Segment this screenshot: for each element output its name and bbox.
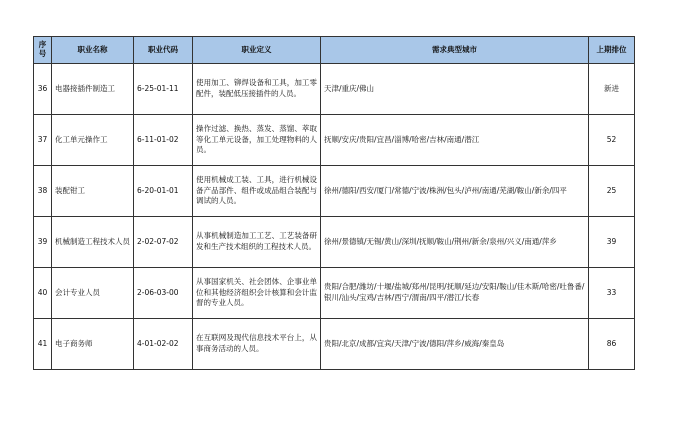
row-occupation-name: 会计专业人员	[52, 268, 134, 319]
row-seq: 38	[34, 166, 52, 217]
row-occupation-code: 6-25-01-11	[134, 64, 193, 115]
table-row	[34, 268, 635, 319]
row-seq: 41	[34, 319, 52, 370]
table-row	[34, 166, 635, 217]
header-previous-rank: 上期排位	[589, 37, 635, 64]
row-occupation-definition: 使用加工、铆焊设备和工具，加工零配件，装配低压接插件的人员。	[193, 64, 321, 115]
table-row	[34, 115, 635, 166]
row-previous-rank: 25	[589, 166, 635, 217]
table-header-row	[34, 37, 635, 64]
row-seq: 36	[34, 64, 52, 115]
row-seq: 37	[34, 115, 52, 166]
row-typical-cities: 徐州/德阳/西安/厦门/常德/宁波/株洲/包头/泸州/南通/芜湖/鞍山/新余/四平	[321, 166, 589, 217]
row-occupation-definition: 操作过滤、换热、蒸发、蒸馏、萃取等化工单元设备，加工处理物料的人员。	[193, 115, 321, 166]
row-occupation-definition: 使用机械成工装、工具，进行机械设备产品部件、组件或成品组合装配与调试的人员。	[193, 166, 321, 217]
row-occupation-name: 装配钳工	[52, 166, 134, 217]
row-occupation-name: 机械制造工程技术人员	[52, 217, 134, 268]
row-previous-rank: 52	[589, 115, 635, 166]
occupation-demand-table	[33, 36, 635, 370]
row-previous-rank: 39	[589, 217, 635, 268]
row-occupation-definition: 从事机械制造加工工艺、工艺装备研发和生产技术组织的工程技术人员。	[193, 217, 321, 268]
header-seq: 序号	[34, 37, 52, 64]
row-seq: 40	[34, 268, 52, 319]
row-typical-cities: 徐州/景德镇/无锡/黄山/深圳/抚顺/鞍山/荆州/新余/泉州/兴义/南通/萍乡	[321, 217, 589, 268]
row-occupation-definition: 在互联网及现代信息技术平台上，从事商务活动的人员。	[193, 319, 321, 370]
row-typical-cities: 贵阳/北京/成都/宜宾/天津/宁波/德阳/萍乡/威海/秦皇岛	[321, 319, 589, 370]
row-typical-cities: 天津/重庆/佛山	[321, 64, 589, 115]
row-typical-cities: 抚顺/安庆/贵阳/宜昌/淄博/哈密/吉林/南通/潜江	[321, 115, 589, 166]
row-occupation-name: 电子商务师	[52, 319, 134, 370]
header-occupation-definition: 职业定义	[193, 37, 321, 64]
row-previous-rank: 33	[589, 268, 635, 319]
row-occupation-name: 化工单元操作工	[52, 115, 134, 166]
row-previous-rank: 86	[589, 319, 635, 370]
header-occupation-code: 职业代码	[134, 37, 193, 64]
row-occupation-name: 电器接插件制造工	[52, 64, 134, 115]
row-occupation-code: 6-20-01-01	[134, 166, 193, 217]
table-row	[34, 64, 635, 115]
row-occupation-code: 4-01-02-02	[134, 319, 193, 370]
row-occupation-code: 6-11-01-02	[134, 115, 193, 166]
table-row	[34, 319, 635, 370]
header-typical-cities: 需求典型城市	[321, 37, 589, 64]
row-occupation-code: 2-02-07-02	[134, 217, 193, 268]
row-seq: 39	[34, 217, 52, 268]
row-typical-cities: 贵阳/合肥/潍坊/十堰/盐城/郑州/昆明/抚顺/延边/安阳/鞍山/佳木斯/哈密/吐鲁番/银川/汕头/宝鸡/吉林/西宁/渭南/四平/潜江/长春	[321, 268, 589, 319]
row-previous-rank: 新进	[589, 64, 635, 115]
table-row	[34, 217, 635, 268]
row-occupation-code: 2-06-03-00	[134, 268, 193, 319]
header-occupation-name: 职业名称	[52, 37, 134, 64]
row-occupation-definition: 从事国家机关、社会团体、企事业单位和其他经济组织会计核算和会计监督的专业人员。	[193, 268, 321, 319]
